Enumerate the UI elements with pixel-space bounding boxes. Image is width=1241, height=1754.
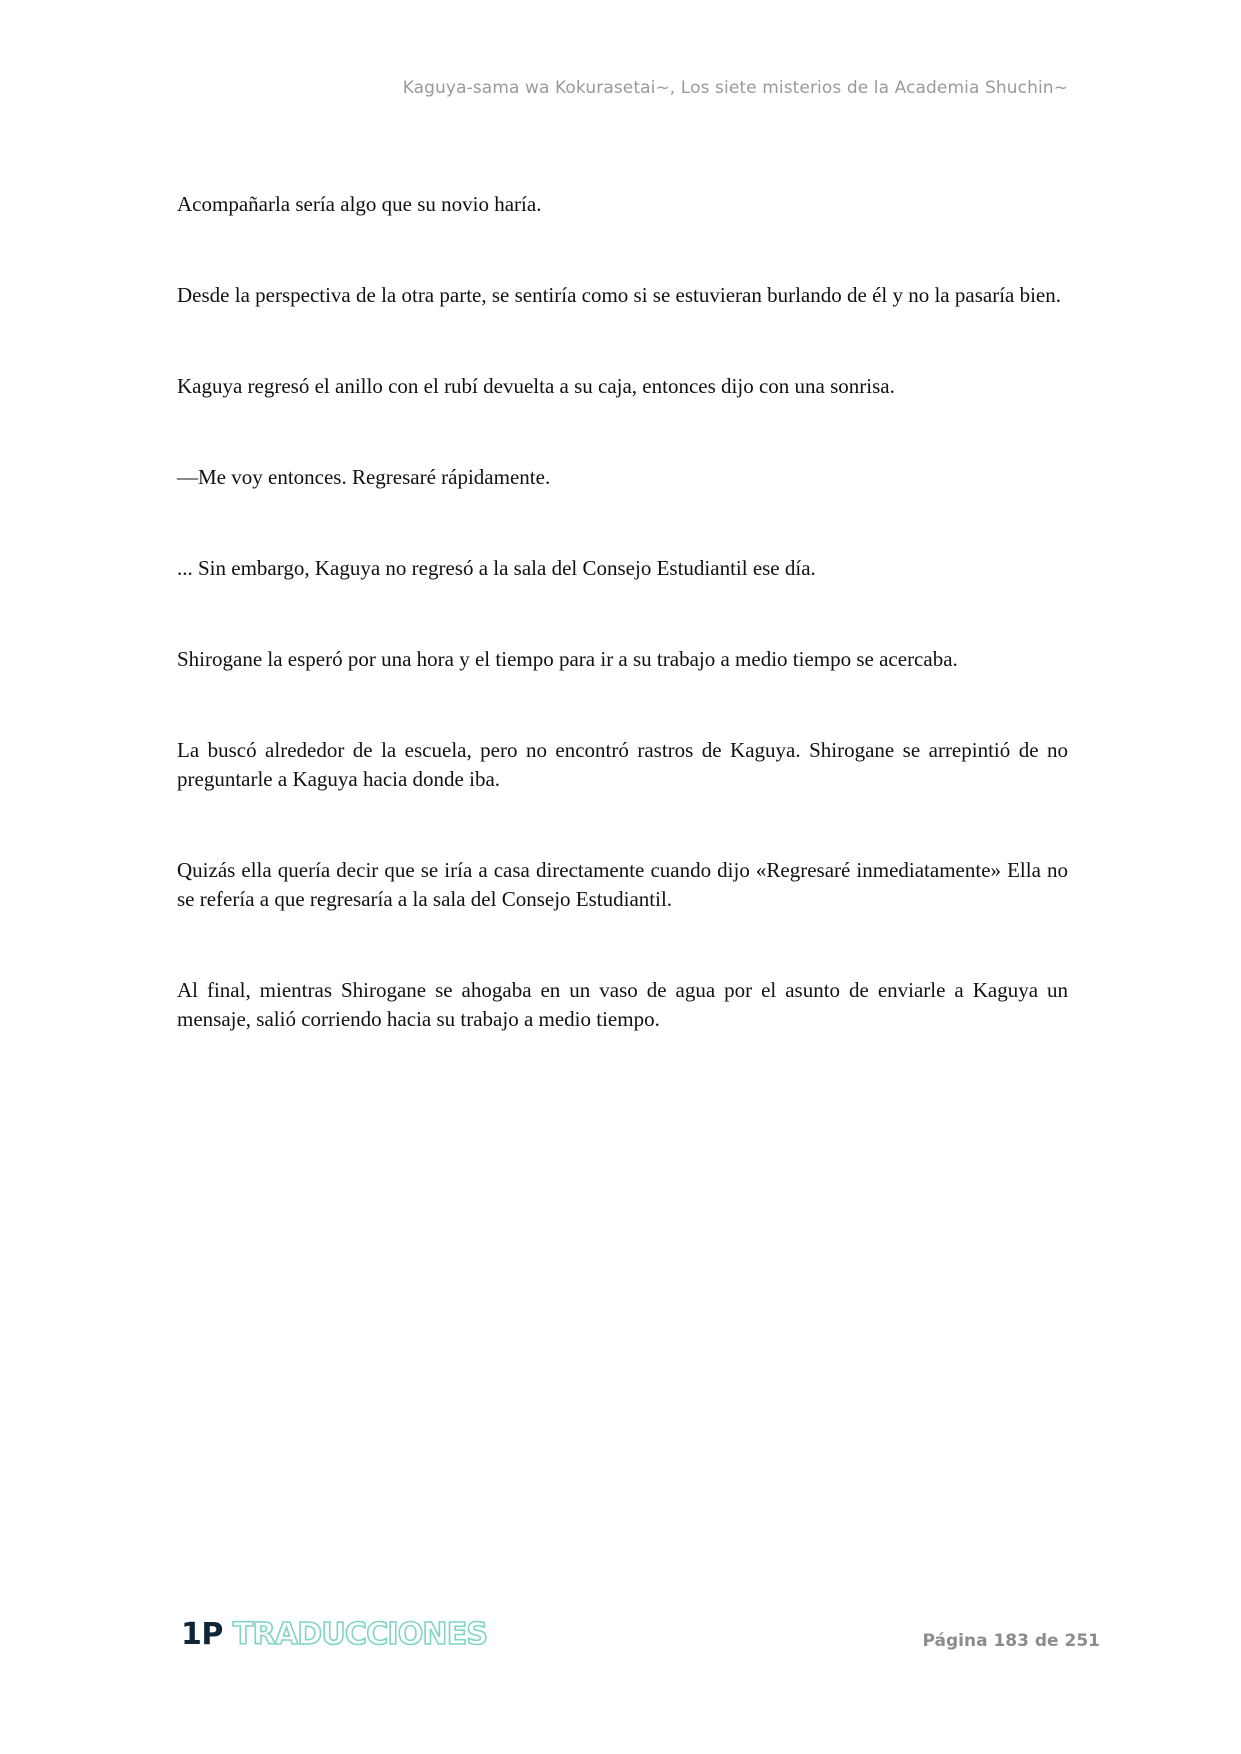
dialogue-paragraph: —Me voy entonces. Regresaré rápidamente. <box>177 465 551 489</box>
paragraph: Shirogane la esperó por una hora y el tiempo para ir a su trabajo a medio tiempo se acercaba. <box>177 647 958 671</box>
paragraph: Acompañarla sería algo que su novio haría. <box>177 192 542 216</box>
page-number: Página 183 de 251 <box>922 1631 1100 1651</box>
paragraph: ... Sin embargo, Kaguya no regresó a la sala del Consejo Estudiantil ese día. <box>177 556 816 580</box>
paragraph: Desde la perspectiva de la otra parte, se sentiría como si se estuvieran burlando de él y no la pasaría bien. <box>177 283 1061 307</box>
logo-mark: 1P <box>181 1617 223 1652</box>
body-text <box>177 190 1068 1096</box>
paragraph: Kaguya regresó el anillo con el rubí devuelta a su caja, entonces dijo con una sonrisa. <box>177 374 895 398</box>
translator-logo <box>181 1617 487 1653</box>
logo-wordmark: TRADUCCIONES <box>232 1617 488 1652</box>
paragraph: Al final, mientras Shirogane se ahogaba en un vaso de agua por el asunto de enviarle a Kaguya un mensaje, salió corriendo hacia su trabajo a medio tiempo. <box>177 978 1068 1031</box>
running-header: Kaguya-sama wa Kokurasetai~, Los siete misterios de la Academia Shuchin~ <box>402 78 1068 98</box>
paragraph: Quizás ella quería decir que se iría a casa directamente cuando dijo «Regresaré inmediatamente» Ella no se refería a que regresaría a la sala del Consejo Estudiantil. <box>177 858 1068 911</box>
paragraph: La buscó alrededor de la escuela, pero no encontró rastros de Kaguya. Shirogane se arrepintió de no preguntarle a Kaguya hacia donde iba. <box>177 738 1068 791</box>
